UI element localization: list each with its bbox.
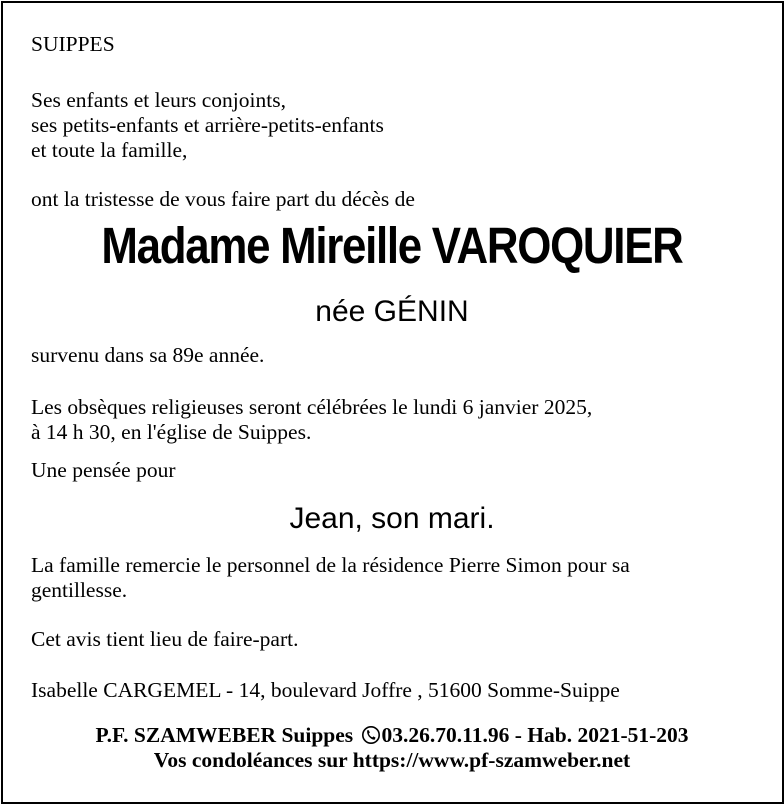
family-line-1: Ses enfants et leurs conjoints, [31, 88, 286, 112]
thanks-line-2: gentillesse. [31, 578, 128, 602]
family-line-2: ses petits-enfants et arrière-petits-enfants [31, 113, 384, 137]
town-name: SUIPPES [31, 32, 115, 56]
condolences-line: Vos condoléances sur https://www.pf-szamweber.net [153, 748, 631, 772]
funeral-home-line [0, 723, 784, 748]
contact-line: Isabelle CARGEMEL - 14, boulevard Joffre , 51600 Somme-Suippe [31, 678, 620, 702]
deceased-name: Madame Mireille VAROQUIER [101, 217, 683, 274]
funeral-line-1: Les obsèques religieuses seront célébrées le lundi 6 janvier 2025, [31, 395, 593, 419]
family-line-3: et toute la famille, [31, 138, 188, 162]
age-line: survenu dans sa 89e année. [31, 343, 265, 367]
thought-intro: Une pensée pour [31, 458, 176, 482]
funeral-home-name: P.F. SZAMWEBER Suippes [95, 723, 354, 747]
phone-icon [361, 725, 381, 745]
thanks-line-1: La famille remercie le personnel de la résidence Pierre Simon pour sa [31, 553, 630, 577]
no-card-notice: Cet avis tient lieu de faire-part. [31, 627, 299, 651]
funeral-line-2: à 14 h 30, en l'église de Suippes. [31, 420, 312, 444]
maiden-name: née GÉNIN [315, 295, 469, 328]
announcement-line: ont la tristesse de vous faire part du décès de [31, 187, 415, 211]
phone-and-hab: 03.26.70.11.96 - Hab. 2021-51-203 [381, 723, 689, 747]
thought-person: Jean, son mari. [289, 502, 495, 535]
